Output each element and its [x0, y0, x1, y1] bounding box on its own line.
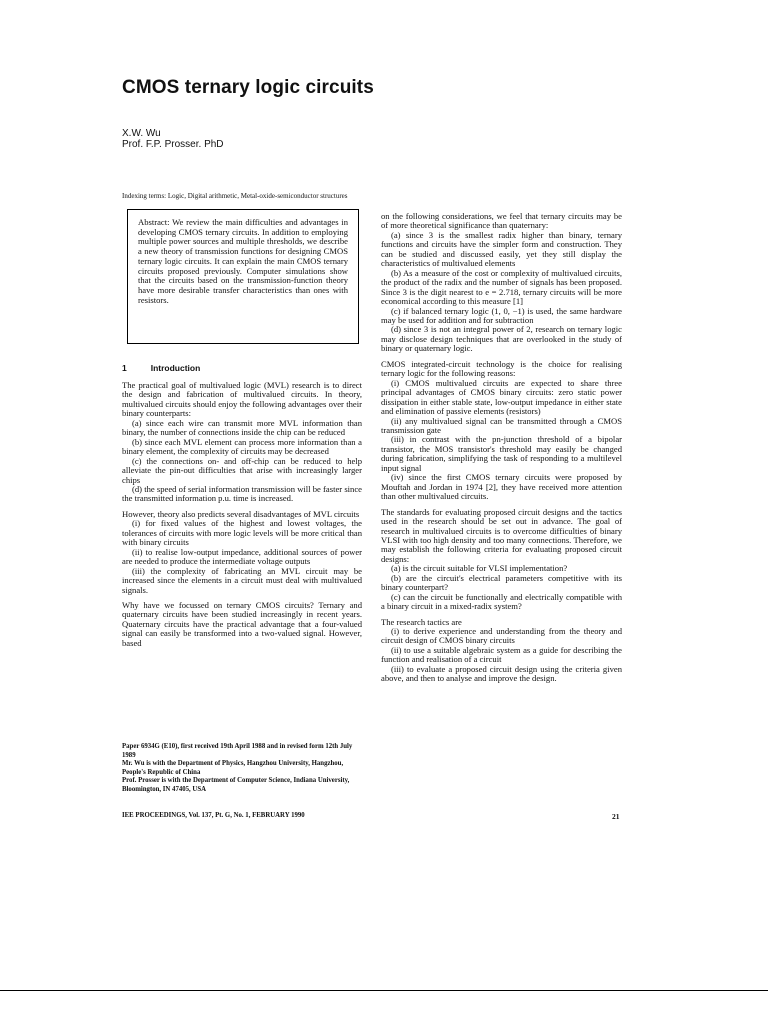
paragraph: The research tactics are	[381, 616, 462, 627]
paragraph: (a) is the circuit suitable for VLSI implementation?	[391, 563, 568, 574]
author-name: X.W. Wu	[122, 128, 161, 139]
section-title: Introduction	[150, 363, 201, 373]
paragraph: (ii) to use a suitable algebraic system as a guide for describing the function and realisation of a circuit	[381, 644, 622, 665]
paragraph: (iii) to evaluate a proposed circuit design using the criteria given above, and then to analyse and improve the design.	[381, 663, 622, 684]
paragraph: (a) since each wire can transmit more MVL information than binary, the number of connections inside the chip can be reduced	[122, 417, 362, 438]
paragraph: (iii) in contrast with the pn-junction threshold of a bipolar transistor, the MOS transistor's threshold may easily be changed during fabrication, simplifying the task of responding to a multilevel input signal	[381, 434, 622, 473]
section-number: 1	[122, 363, 127, 373]
paragraph: (iii) the complexity of fabricating an MVL circuit may be increased since the elements in a circuit must deal with multivalued signals.	[122, 565, 362, 595]
paragraph: (i) to derive experience and understanding from the theory and circuit design of CMOS binary circuits	[381, 626, 622, 646]
paragraph: The standards for evaluating proposed circuit designs and the tactics used in the research should be set out in advance. The goal of research in multivalued circuits is to overcome difficulties of binary VLSI with too high density and too many connections. Therefore, we may establish the following criteria for evaluating proposed circuit designs:	[381, 506, 622, 564]
author-name: Prof. F.P. Prosser. PhD	[122, 139, 224, 150]
paragraph: (c) can the circuit be functionally and electrically compatible with a binary circuit in a mixed-radix system?	[381, 591, 622, 612]
footnote-line: Prof. Prosser is with the Department of Computer Science, Indiana University, Bloomington, IN 47405, USA	[122, 777, 350, 793]
paragraph: (c) if balanced ternary logic (1, 0, −1) is used, the same hardware may be used for addition and for subtraction	[381, 305, 622, 325]
indexing-terms: Indexing terms: Logic, Digital arithmetic, Metal-oxide-semiconductor structures	[122, 192, 348, 200]
paragraph: on the following considerations, we feel that ternary circuits may be of more theoretical significance than quaternary:	[381, 211, 622, 231]
paragraph: Why have we focussed on ternary CMOS circuits? Ternary and quaternary circuits have been studied increasingly in recent years. Quaternary circuits have the practical advantage that a four-valued signal can easily be transformed into a two-valued signal. However, based	[122, 599, 362, 648]
paragraph: (i) CMOS multivalued circuits are expected to share three principal advantages of CMOS binary circuits: zero static power dissipation in either stable state, low-output impedance in either state and elimination of passive elements (resistors)	[381, 377, 622, 417]
paragraph: (a) since 3 is the smallest radix higher than binary, ternary functions and circuits have the simpler form and construction. They can be studied and discussed easily, yet they still display the characteristics of multivalued elements	[381, 229, 622, 269]
page-number: 21	[612, 812, 620, 821]
section-heading	[122, 363, 200, 373]
footnote-line: Paper 6934G (E10), first received 19th April 1988 and in revised form 12th July 1989	[122, 743, 353, 759]
page-bottom-rule	[0, 990, 768, 991]
paragraph: (ii) any multivalued signal can be transmitted through a CMOS transmission gate	[381, 415, 622, 435]
abstract-text: Abstract: We review the main difficulties and advantages in developing CMOS ternary circuits. In addition to employing multiple power sources and multiple thresholds, we describe a new theory of transmission functions for designing CMOS ternary logic circuits. It can explain the main CMOS ternary circuits proposed previously. Computer simulations show that the circuits based on the transmission-function theory have more desirable transfer characteristics than ones with resistors.	[138, 217, 348, 305]
paragraph: (iv) since the first CMOS ternary circuits were proposed by Mouftah and Jordan in 1974 [2], they have received more attention than other multivalued circuits.	[381, 472, 622, 502]
right-column	[381, 212, 622, 684]
paragraph: However, theory also predicts several disadvantages of MVL circuits	[122, 508, 360, 519]
paragraph: (b) since each MVL element can process more information than a binary element, the complexity of circuits may be decreased	[122, 436, 362, 457]
journal-citation: IEE PROCEEDINGS, Vol. 137, Pt. G, No. 1, FEBRUARY 1990	[122, 812, 305, 819]
paragraph: (d) the speed of serial information transmission will be faster since the transmitted information p.u. time is increased.	[122, 483, 362, 504]
footnote	[122, 743, 362, 795]
paragraph: (b) are the circuit's electrical parameters competitive with its binary counterpart?	[381, 572, 622, 593]
left-column	[122, 381, 362, 648]
paragraph: (b) As a measure of the cost or complexity of multivalued circuits, the product of the radix and the number of signals has been proposed. Since 3 is the digit nearest to e = 2.718, ternary circuits will be more economical according to this measure [1]	[381, 267, 622, 307]
paragraph: (i) for fixed values of the highest and lowest voltages, the tolerances of circuits with more logic levels will be more critical than with binary circuits	[122, 518, 362, 548]
paragraph: (c) the connections on- and off-chip can be reduced to help alleviate the pin-out difficulties that arise with increasingly larger chips	[122, 455, 362, 485]
paragraph: (ii) to realise low-output impedance, additional sources of power are needed to produce the intermediate voltage outputs	[122, 546, 362, 567]
footnote-line: Mr. Wu is with the Department of Physics, Hangzhou University, Hangzhou, People's Republic of China	[122, 760, 344, 776]
paragraph: CMOS integrated-circuit technology is the choice for realising ternary logic for the following reasons:	[381, 358, 622, 379]
paragraph: The practical goal of multivalued logic (MVL) research is to direct the design and fabrication of multivalued circuits. In theory, multivalued circuits should enjoy the following advantages over their binary counterparts:	[122, 380, 362, 419]
paragraph: (d) since 3 is not an integral power of 2, research on ternary logic may disclose design techniques that are overlooked in the study of binary or quaternary logic.	[381, 324, 622, 354]
paper-title: CMOS ternary logic circuits	[122, 77, 374, 98]
abstract-box	[127, 209, 359, 344]
